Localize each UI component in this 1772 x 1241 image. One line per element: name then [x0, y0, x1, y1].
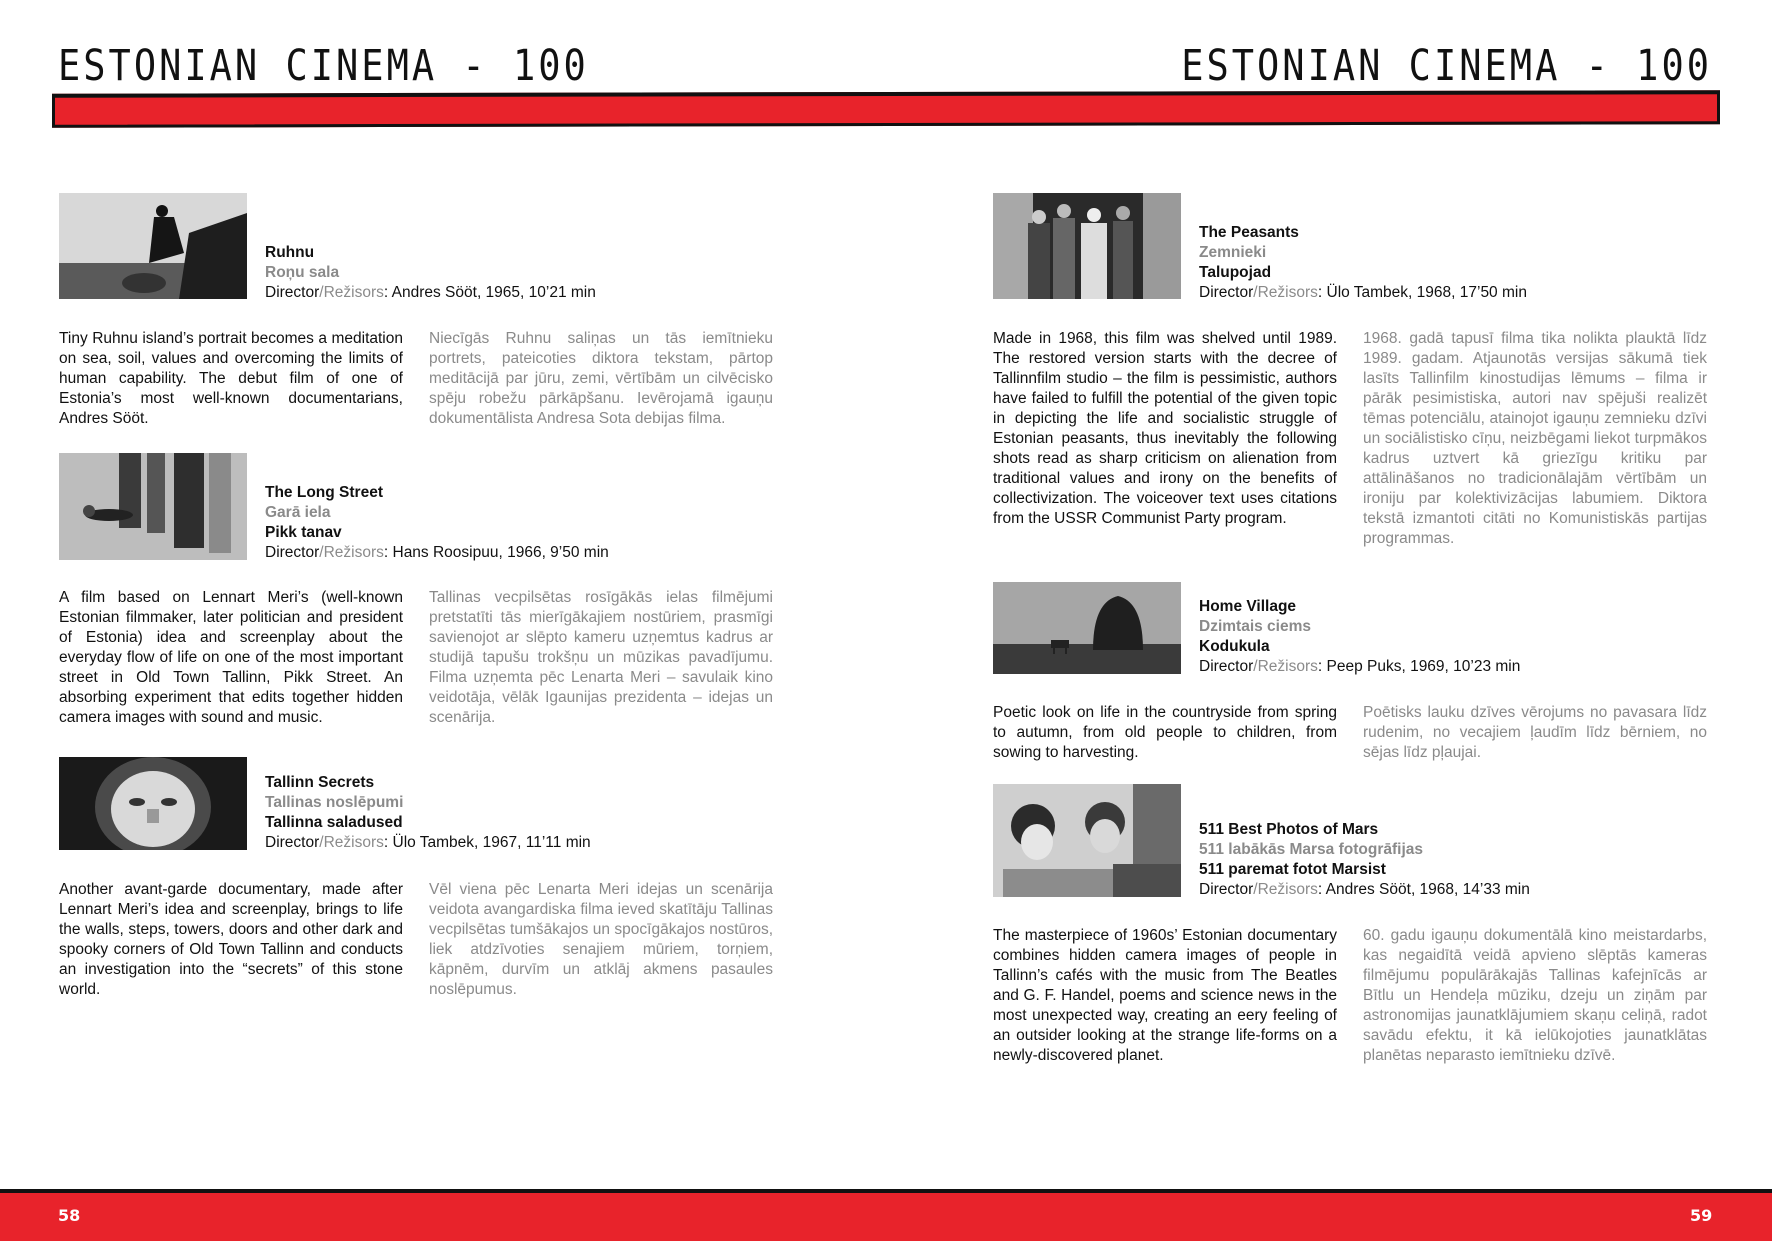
director-label-sep: / [319, 834, 324, 851]
director-label-sep: / [319, 284, 324, 301]
director-label-sep: / [1253, 658, 1258, 675]
director-label-lv: Režisors [1257, 658, 1318, 675]
film-title-en: Ruhnu [265, 244, 315, 261]
film-meta-the-peasants [1199, 223, 1527, 303]
film-title-en: 511 Best Photos of Mars [1199, 821, 1379, 838]
film-meta-511-best-photos-of-mars [1199, 820, 1530, 900]
director-label-en: Director [265, 544, 320, 561]
film-title-et: Talupojad [1199, 264, 1272, 281]
director-label-lv: Režisors [1257, 284, 1318, 301]
film-director: Ülo Tambek, 1967, 11’11 min [388, 834, 591, 851]
description-en: A film based on Lennart Meri’s (well-known Estonian filmmaker, later politician and president of Estonia) idea and screenplay about the everyday flow of life on one of the most important street in Old Town Tallinn, Pikk Street. An absorbing experiment that edits together hidden camera images with sound and music. [59, 589, 403, 726]
film-still-home-village [993, 582, 1181, 674]
film-still-the-peasants [993, 193, 1181, 299]
film-title-lv: Dzimtais ciems [1199, 618, 1311, 635]
director-label-sep: / [1253, 881, 1258, 898]
film-title-lv: Zemnieki [1199, 244, 1267, 261]
film-director-line [1199, 880, 1530, 900]
director-label-en: Director [1199, 284, 1254, 301]
film-still-511-best-photos-of-mars [993, 784, 1181, 897]
description-lv: Tallinas vecpilsētas rosīgākās ielas filmējumi pretstatīti tās mierīgākajiem nostūriem, prasmīgi savienojot ar slēpto kameru uzņemtus kadrus ar studijā tapušu trokšņu un mūzikas pavadījumu. Filma uzņemta pēc Lenarta Meri – savulaik kino veidotāja, vēlāk Igaunijas prezidenta – idejas un scenārija. [429, 589, 773, 726]
description-en: The masterpiece of 1960s’ Estonian documentary combines hidden camera images of people in Tallinn’s cafés with the music from The Beatles and G. F. Handel, poems and science news in the most unexpected way, creating an eery feeling of an outsider looking at the strange life-forms on a newly-discovered planet. [993, 927, 1337, 1064]
director-label-colon: : [1317, 658, 1323, 675]
director-label-colon: : [1317, 284, 1323, 301]
header-red-bar [52, 90, 1720, 127]
description-lv: Vēl viena pēc Lenarta Meri idejas un scenārija veidota avangardiska filma ieved skatītāju Tallinas vecpilsētas tumšākajos un spocīgākajos nostūros, liek atdzīvoties senajiem mūriem, torņiem, kāpnēm, durvīm un atklāj akmens pasaules noslēpumus. [429, 881, 773, 998]
film-title-lv: Roņu sala [265, 264, 340, 281]
film-director-line [1199, 283, 1527, 303]
director-label-lv: Režisors [323, 544, 384, 561]
film-director: Ülo Tambek, 1968, 17’50 min [1322, 284, 1527, 301]
director-label-sep: / [319, 544, 324, 561]
director-label-lv: Režisors [323, 834, 384, 851]
description-en: Tiny Ruhnu island’s portrait becomes a meditation on sea, soil, values and overcoming the limits of human capability. The debut film of one of Estonia’s most well-known documentarians, Andres Sööt. [59, 330, 403, 427]
director-label-sep: / [1253, 284, 1258, 301]
description-lv: Poētisks lauku dzīves vērojums no pavasara līdz rudenim, no vecajiem ļaudīm līdz bērniem, no sējas līdz pļaujai. [1363, 704, 1707, 761]
director-label-en: Director [265, 284, 320, 301]
director-label-en: Director [265, 834, 320, 851]
film-title-en: The Peasants [1199, 224, 1299, 241]
director-label-colon: : [383, 544, 389, 561]
description-lv: Niecīgās Ruhnu saliņas un tās iemītnieku portrets, pateicoties diktora tekstam, pārtop meditācijā par jūru, zemi, vērtībām un cilvēcisko spēju robežu pārkāpšanu. Ievērojamā igauņu dokumentālista Andresa Sota debijas filma. [429, 330, 773, 427]
description-en: Poetic look on life in the countryside from spring to autumn, from old people to children, from sowing to harvesting. [993, 704, 1337, 761]
film-still-tallinn-secrets [59, 757, 247, 850]
director-label-colon: : [383, 284, 389, 301]
page-number-right: 59 [1690, 1206, 1713, 1225]
film-title-en: Home Village [1199, 598, 1297, 615]
header-title-right: ESTONIAN CINEMA - 100 [1181, 40, 1712, 91]
film-director: Hans Roosipuu, 1966, 9’50 min [388, 544, 609, 561]
film-director-line [265, 543, 609, 563]
film-director-line [265, 283, 596, 303]
description-en: Another avant-garde documentary, made after Lennart Meri’s idea and screenplay, brings to life the walls, steps, towers, doors and other dark and spooky corners of Old Town Tallinn and conducts an investigation into the “secrets” of this stone world. [59, 881, 403, 998]
director-label-lv: Režisors [323, 284, 384, 301]
director-label-colon: : [383, 834, 389, 851]
film-still-ruhnu [59, 193, 247, 299]
film-director: Peep Puks, 1969, 10’23 min [1322, 658, 1521, 675]
film-title-et: Pikk tanav [265, 524, 342, 541]
director-label-lv: Režisors [1257, 881, 1318, 898]
director-label-colon: : [1317, 881, 1323, 898]
description-lv: 60. gadu igauņu dokumentālā kino meistardarbs, kas negaidītā veidā apvieno slēptās kameras filmējumu populārākajās Tallinas kafejnīcās ar Bītlu un Hendeļa mūziku, dzeju un ziņām par astronomijas jaunatklājumiem skaņu celiņā, radot savādu efektu, it kā ielūkojoties jaunatklātas planētas neparasto iemītnieku dzīvē. [1363, 927, 1707, 1064]
page-number-left: 58 [58, 1206, 81, 1225]
film-title-et: Kodukula [1199, 638, 1270, 655]
film-title-lv: 511 labākās Marsa fotogrāfijas [1199, 841, 1424, 858]
description-en: Made in 1968, this film was shelved until 1989. The restored version starts with the decree of Tallinnfilm studio – the film is pessimistic, authors have failed to fulfill the potential of the given topic in depicting the life and socialistic struggle of Estonian peasants, thus inevitably the following shots read as sharp criticism on alienation from traditional values and irony on the benefits of collectivization. The voiceover text uses citations from the USSR Communist Party program. [993, 330, 1337, 527]
footer-red-bar [0, 1189, 1772, 1241]
film-title-et: 511 paremat fotot Marsist [1199, 861, 1386, 878]
film-meta-ruhnu [265, 243, 596, 303]
film-title-en: The Long Street [265, 484, 383, 501]
film-title-lv: Garā iela [265, 504, 331, 521]
film-director-line [265, 833, 591, 853]
director-label-en: Director [1199, 881, 1254, 898]
film-meta-tallinn-secrets [265, 773, 591, 853]
film-director: Andres Sööt, 1968, 14’33 min [1322, 881, 1530, 898]
description-lv: 1968. gadā tapusī filma tika nolikta plauktā līdz 1989. gadam. Atjaunotās versijas sākumā tiek lasīts Tallinfilm kinostudijas lēmums – filma ir pārāk pesimistiska, autori nav spējuši realizēt tēmas potenciālu, atainojot igauņu zemnieku dzīvi un sociālistisko cīņu, neizbēgami liekot turpmākos kadrus uztvert kā griezīgu kritiku par attālināšanos no tradicionālajām vērtībām un ironiju par kolektivizācijas labumiem. Diktora tekstā izmantoti citāti no Komunistiskās partijas programmas. [1363, 330, 1707, 547]
film-director: Andres Sööt, 1965, 10’21 min [388, 284, 596, 301]
director-label-en: Director [1199, 658, 1254, 675]
film-title-en: Tallinn Secrets [265, 774, 375, 791]
right-page [886, 0, 1772, 1241]
film-still-the-long-street [59, 453, 247, 560]
film-director-line [1199, 657, 1520, 677]
film-meta-the-long-street [265, 483, 609, 563]
header-title-left: ESTONIAN CINEMA - 100 [58, 40, 589, 91]
film-title-et: Tallinna saladused [265, 814, 403, 831]
film-meta-home-village [1199, 597, 1520, 677]
film-title-lv: Tallinas noslēpumi [265, 794, 404, 811]
